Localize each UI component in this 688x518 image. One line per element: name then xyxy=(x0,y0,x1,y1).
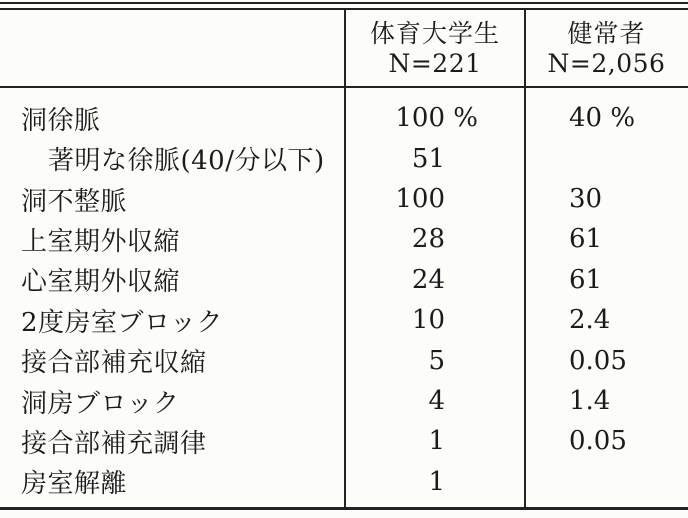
header-healthy-label: 健常者 xyxy=(567,19,646,48)
healthy-value: 1.4 xyxy=(569,386,611,417)
column-divider-1 xyxy=(344,10,346,507)
students-value: 24 xyxy=(411,264,445,295)
students-value: 1 xyxy=(428,426,445,457)
header-students-label: 体育大学生 xyxy=(369,19,500,48)
students-value: 100 xyxy=(395,184,445,215)
students-value: 5 xyxy=(428,345,445,376)
header-students-cell xyxy=(345,10,525,86)
students-value: 51 xyxy=(411,143,445,174)
row-label: 洞徐脈 xyxy=(21,105,101,136)
row-label: 接合部補充収縮 xyxy=(21,348,207,379)
healthy-value: 2.4 xyxy=(569,305,611,336)
students-value: 4 xyxy=(428,386,445,417)
row-label: 2度房室ブロック xyxy=(21,307,224,338)
row-label: 洞不整脈 xyxy=(21,186,128,217)
healthy-value: 61 xyxy=(569,264,603,295)
healthy-value: 61 xyxy=(569,224,603,255)
students-value: 1 xyxy=(428,466,445,497)
row-label: 洞房ブロック xyxy=(21,388,180,419)
students-value: 28 xyxy=(411,224,445,255)
table-bottom-rule xyxy=(0,507,688,510)
row-label: 房室解離 xyxy=(21,469,128,500)
row-label: 心室期外収縮 xyxy=(21,267,181,298)
table-top-rule-outer xyxy=(0,2,688,4)
header-students-n: N=221 xyxy=(388,49,482,78)
students-value: 10 xyxy=(411,305,445,336)
healthy-value: 40 % xyxy=(569,103,636,134)
row-label: 上室期外収縮 xyxy=(21,226,181,257)
healthy-value: 0.05 xyxy=(569,345,627,376)
header-blank-cell xyxy=(0,10,345,86)
header-healthy-n: N=2,056 xyxy=(547,49,666,78)
row-label: 接合部補充調律 xyxy=(21,428,207,459)
header-healthy-cell xyxy=(525,10,688,86)
row-label: 著明な徐脈(40/分以下) xyxy=(48,146,325,177)
column-divider-2 xyxy=(524,10,526,507)
healthy-value: 30 xyxy=(569,184,603,215)
healthy-value: 0.05 xyxy=(569,426,627,457)
students-value: 100 % xyxy=(395,103,478,134)
